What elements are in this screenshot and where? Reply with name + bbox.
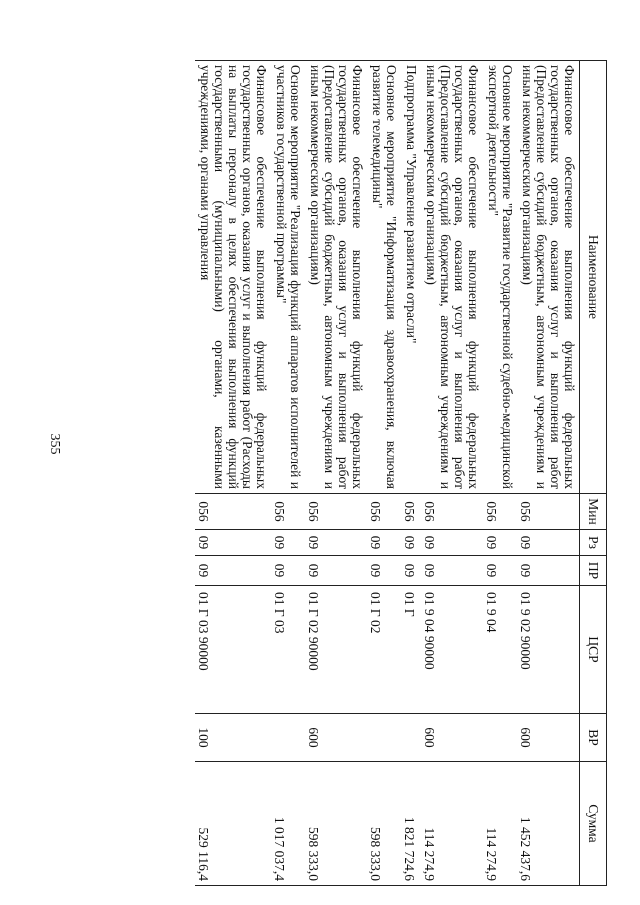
header-name: Наименование: [580, 61, 607, 494]
cell-vr: [483, 714, 517, 762]
table-row: [421, 61, 483, 886]
cell-csr: 01 Г 02: [367, 586, 401, 714]
cell-min: 056: [483, 494, 517, 530]
cell-sum: 114 274,9: [483, 762, 517, 886]
cell-pr: 09: [305, 556, 367, 586]
header-pr: ПР: [580, 556, 607, 586]
cell-vr: 600: [421, 714, 483, 762]
cell-csr: 01 9 04 90000: [421, 586, 483, 714]
cell-name: Основное мероприятие "Реализация функций аппаратов исполнителей и участников государственной программы": [271, 61, 305, 494]
cell-name: Финансовое обеспечение выполнения функций федеральных государственных органов, оказания услуг и выполнения работ (Расходы на выплаты персоналу в целях обеспечения выполнения функций государственными (муниципальными) органами, казенными учреждениями, органами управления: [195, 61, 271, 494]
page-number: 355: [47, 433, 62, 455]
header-rz: Рз: [580, 530, 607, 556]
cell-vr: 100: [195, 714, 271, 762]
cell-csr: 01 Г 03: [271, 586, 305, 714]
cell-rz: 09: [271, 530, 305, 556]
cell-sum: 1 452 437,6: [517, 762, 580, 886]
header-vr: ВР: [580, 714, 607, 762]
header-csr: ЦСР: [580, 586, 607, 714]
table-row: [305, 61, 367, 886]
cell-sum: 1 017 037,4: [271, 762, 305, 886]
cell-pr: 09: [367, 556, 401, 586]
cell-csr: 01 Г 03 90000: [195, 586, 271, 714]
cell-sum: 598 333,0: [367, 762, 401, 886]
rotated-table-container: [84, 60, 607, 885]
cell-name: Основное мероприятие "Развитие государственной судебно-медицинской экспертной деятельности": [483, 61, 517, 494]
cell-sum: 1 821 724,6: [401, 762, 421, 886]
table-row: [517, 61, 580, 886]
cell-pr: 09: [401, 556, 421, 586]
cell-rz: 09: [483, 530, 517, 556]
cell-csr: 01 Г: [401, 586, 421, 714]
table-row: [483, 61, 517, 886]
cell-pr: 09: [517, 556, 580, 586]
cell-rz: 09: [195, 530, 271, 556]
cell-rz: 09: [305, 530, 367, 556]
cell-pr: 09: [483, 556, 517, 586]
table-row: [401, 61, 421, 886]
cell-vr: 600: [305, 714, 367, 762]
cell-sum: 114 274,9: [421, 762, 483, 886]
cell-rz: 09: [517, 530, 580, 556]
cell-vr: [401, 714, 421, 762]
budget-table: [195, 60, 607, 886]
cell-csr: 01 9 02 90000: [517, 586, 580, 714]
table-row: [367, 61, 401, 886]
cell-sum: 529 116,4: [195, 762, 271, 886]
cell-csr: 01 Г 02 90000: [305, 586, 367, 714]
cell-vr: [271, 714, 305, 762]
cell-min: 056: [305, 494, 367, 530]
cell-sum: 598 333,0: [305, 762, 367, 886]
cell-min: 056: [517, 494, 580, 530]
table-header-row: [580, 61, 607, 886]
cell-vr: [367, 714, 401, 762]
cell-min: 056: [401, 494, 421, 530]
cell-rz: 09: [367, 530, 401, 556]
cell-rz: 09: [421, 530, 483, 556]
cell-min: 056: [195, 494, 271, 530]
cell-min: 056: [421, 494, 483, 530]
cell-name: Основное мероприятие "Информатизация здравоохранения, включая развитие телемедицины": [367, 61, 401, 494]
cell-name: Подпрограмма "Управление развитием отрасли": [401, 61, 421, 494]
header-min: Мин: [580, 494, 607, 530]
cell-csr: 01 9 04: [483, 586, 517, 714]
table-row: [195, 61, 271, 886]
cell-name: Финансовое обеспечение выполнения функций федеральных государственных органов, оказания услуг и выполнения работ (Предоставление субсидий бюджетным, автономным учреждениям и иным некоммерческим организациям): [517, 61, 580, 494]
cell-min: 056: [367, 494, 401, 530]
cell-name: Финансовое обеспечение выполнения функций федеральных государственных органов, оказания услуг и выполнения работ (Предоставление субсидий бюджетным, автономным учреждениям и иным некоммерческим организациям): [421, 61, 483, 494]
cell-min: 056: [271, 494, 305, 530]
cell-pr: 09: [421, 556, 483, 586]
cell-name: Финансовое обеспечение выполнения функций федеральных государственных органов, оказания услуг и выполнения работ (Предоставление субсидий бюджетным, автономным учреждениям и иным некоммерческим организациям): [305, 61, 367, 494]
table-row: [271, 61, 305, 886]
header-sum: Сумма: [580, 762, 607, 886]
cell-pr: 09: [271, 556, 305, 586]
cell-vr: 600: [517, 714, 580, 762]
cell-pr: 09: [195, 556, 271, 586]
cell-rz: 09: [401, 530, 421, 556]
